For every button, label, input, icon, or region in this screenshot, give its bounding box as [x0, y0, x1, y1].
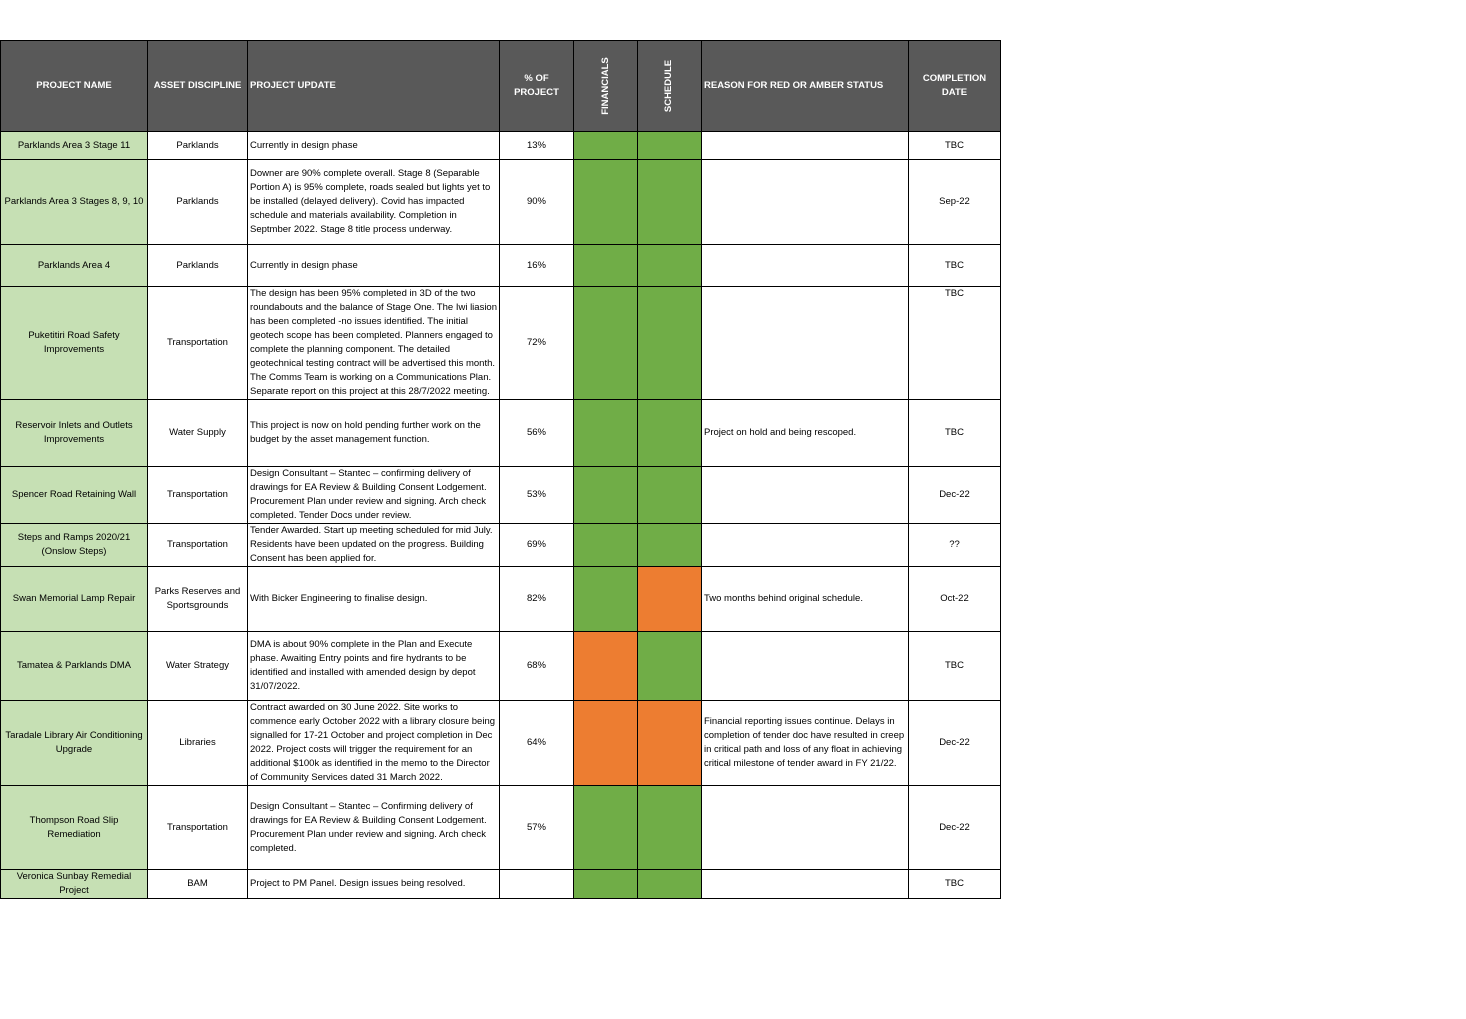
table-row: [1, 567, 1001, 632]
project-update-cell: Downer are 90% complete overall. Stage 8 (Separable Portion A) is 95% complete, roads sealed but lights yet to be installed (delayed delivery). Covid has impacted schedule and materials availability. Completion in Septmber 2022. Stage 8 title process underway.: [248, 160, 500, 245]
project-name-cell: Puketitiri Road Safety Improvements: [1, 287, 148, 400]
table-body: [1, 132, 1001, 899]
project-name-cell: Reservoir Inlets and Outlets Improvements: [1, 400, 148, 467]
percent-complete-cell: 82%: [500, 567, 574, 632]
project-name-cell: Parklands Area 4: [1, 245, 148, 287]
col-header-schedule-label: SCHEDULE: [663, 59, 675, 113]
project-name-cell: Steps and Ramps 2020/21 (Onslow Steps): [1, 524, 148, 567]
table-row: [1, 467, 1001, 524]
asset-discipline-cell: Transportation: [148, 287, 248, 400]
reason-cell: [702, 786, 909, 870]
asset-discipline-cell: Water Supply: [148, 400, 248, 467]
schedule-status-cell: [638, 287, 702, 400]
financials-status-cell: [574, 701, 638, 786]
completion-date-cell: TBC: [909, 132, 1001, 160]
table-row: [1, 287, 1001, 400]
table-row: [1, 786, 1001, 870]
percent-complete-cell: 68%: [500, 632, 574, 701]
table-row: [1, 524, 1001, 567]
asset-discipline-cell: Transportation: [148, 786, 248, 870]
completion-date-cell: Oct-22: [909, 567, 1001, 632]
percent-complete-cell: 69%: [500, 524, 574, 567]
reason-cell: Financial reporting issues continue. Delays in completion of tender doc have resulted in creep in critical path and loss of any float in achieving critical milestone of tender award in FY 21/22.: [702, 701, 909, 786]
table-row: [1, 132, 1001, 160]
financials-status-cell: [574, 287, 638, 400]
project-name-cell: Swan Memorial Lamp Repair: [1, 567, 148, 632]
table-row: [1, 400, 1001, 467]
completion-date-cell: Dec-22: [909, 467, 1001, 524]
reason-cell: [702, 245, 909, 287]
completion-date-cell: Dec-22: [909, 701, 1001, 786]
col-header-project-name: PROJECT NAME: [1, 41, 148, 132]
table-row: [1, 632, 1001, 701]
project-status-table: [0, 40, 1001, 899]
schedule-status-cell: [638, 160, 702, 245]
completion-date-cell: TBC: [909, 245, 1001, 287]
project-update-cell: Design Consultant – Stantec – Confirming delivery of drawings for EA Review & Building Consent Lodgement. Procurement Plan under review and signing. Arch check completed.: [248, 786, 500, 870]
table-row: [1, 870, 1001, 899]
project-update-cell: DMA is about 90% complete in the Plan and Execute phase. Awaiting Entry points and fire hydrants to be identified and installed with amended design by depot 31/07/2022.: [248, 632, 500, 701]
asset-discipline-cell: Transportation: [148, 467, 248, 524]
project-update-cell: Project to PM Panel. Design issues being resolved.: [248, 870, 500, 899]
project-name-cell: Tamatea & Parklands DMA: [1, 632, 148, 701]
project-name-cell: Spencer Road Retaining Wall: [1, 467, 148, 524]
schedule-status-cell: [638, 524, 702, 567]
completion-date-cell: TBC: [909, 287, 1001, 400]
project-update-cell: Currently in design phase: [248, 245, 500, 287]
reason-cell: [702, 524, 909, 567]
financials-status-cell: [574, 132, 638, 160]
project-status-sheet: [0, 40, 1000, 899]
financials-status-cell: [574, 524, 638, 567]
project-name-cell: Thompson Road Slip Remediation: [1, 786, 148, 870]
project-update-cell: With Bicker Engineering to finalise design.: [248, 567, 500, 632]
percent-complete-cell: 72%: [500, 287, 574, 400]
project-update-cell: Contract awarded on 30 June 2022. Site works to commence early October 2022 with a library closure being signalled for 17-21 October and project completion in Dec 2022. Project costs will trigger the requirement for an additional $100k as identified in the memo to the Director of Community Services dated 31 March 2022.: [248, 701, 500, 786]
schedule-status-cell: [638, 870, 702, 899]
header-row: [1, 41, 1001, 132]
completion-date-cell: TBC: [909, 632, 1001, 701]
schedule-status-cell: [638, 132, 702, 160]
reason-cell: Two months behind original schedule.: [702, 567, 909, 632]
schedule-status-cell: [638, 245, 702, 287]
schedule-status-cell: [638, 632, 702, 701]
reason-cell: [702, 632, 909, 701]
completion-date-cell: TBC: [909, 400, 1001, 467]
col-header-completion-date: COMPLETION DATE: [909, 41, 1001, 132]
percent-complete-cell: 16%: [500, 245, 574, 287]
asset-discipline-cell: Water Strategy: [148, 632, 248, 701]
percent-complete-cell: 57%: [500, 786, 574, 870]
schedule-status-cell: [638, 701, 702, 786]
schedule-status-cell: [638, 400, 702, 467]
reason-cell: [702, 287, 909, 400]
table-row: [1, 701, 1001, 786]
col-header-asset-discipline: ASSET DISCIPLINE: [148, 41, 248, 132]
col-header-financials: [574, 41, 638, 132]
col-header-percent: % OF PROJECT: [500, 41, 574, 132]
project-name-cell: Parklands Area 3 Stage 11: [1, 132, 148, 160]
percent-complete-cell: 64%: [500, 701, 574, 786]
financials-status-cell: [574, 467, 638, 524]
asset-discipline-cell: Parklands: [148, 245, 248, 287]
schedule-status-cell: [638, 786, 702, 870]
percent-complete-cell: [500, 870, 574, 899]
reason-cell: [702, 132, 909, 160]
completion-date-cell: ??: [909, 524, 1001, 567]
table-row: [1, 160, 1001, 245]
asset-discipline-cell: Libraries: [148, 701, 248, 786]
financials-status-cell: [574, 245, 638, 287]
financials-status-cell: [574, 870, 638, 899]
reason-cell: [702, 160, 909, 245]
col-header-project-update: PROJECT UPDATE: [248, 41, 500, 132]
percent-complete-cell: 90%: [500, 160, 574, 245]
project-update-cell: Design Consultant – Stantec – confirming delivery of drawings for EA Review & Building Consent Lodgement. Procurement Plan under review and signing. Arch check completed. Tender Docs under review.: [248, 467, 500, 524]
project-update-cell: Currently in design phase: [248, 132, 500, 160]
financials-status-cell: [574, 567, 638, 632]
col-header-schedule: [638, 41, 702, 132]
reason-cell: Project on hold and being rescoped.: [702, 400, 909, 467]
project-update-cell: Tender Awarded. Start up meeting scheduled for mid July. Residents have been updated on the progress. Building Consent has been applied for.: [248, 524, 500, 567]
project-name-cell: Parklands Area 3 Stages 8, 9, 10: [1, 160, 148, 245]
percent-complete-cell: 53%: [500, 467, 574, 524]
asset-discipline-cell: Parklands: [148, 160, 248, 245]
table-row: [1, 245, 1001, 287]
col-header-financials-label: FINANCIALS: [599, 57, 611, 115]
financials-status-cell: [574, 400, 638, 467]
asset-discipline-cell: BAM: [148, 870, 248, 899]
completion-date-cell: Sep-22: [909, 160, 1001, 245]
schedule-status-cell: [638, 567, 702, 632]
asset-discipline-cell: Parklands: [148, 132, 248, 160]
completion-date-cell: TBC: [909, 870, 1001, 899]
percent-complete-cell: 56%: [500, 400, 574, 467]
financials-status-cell: [574, 160, 638, 245]
project-update-cell: This project is now on hold pending further work on the budget by the asset management function.: [248, 400, 500, 467]
financials-status-cell: [574, 632, 638, 701]
col-header-reason: REASON FOR RED OR AMBER STATUS: [702, 41, 909, 132]
project-name-cell: Veronica Sunbay Remedial Project: [1, 870, 148, 899]
reason-cell: [702, 870, 909, 899]
project-update-cell: The design has been 95% completed in 3D of the two roundabouts and the balance of Stage One. The Iwi liasion has been completed -no issues identified. The initial geotech scope has been completed. Planners engaged to complete the planning component. The detailed geotechnical testing contract will be advertised this month. The Comms Team is working on a Communications Plan. Separate report on this project at this 28/7/2022 meeting.: [248, 287, 500, 400]
asset-discipline-cell: Transportation: [148, 524, 248, 567]
schedule-status-cell: [638, 467, 702, 524]
percent-complete-cell: 13%: [500, 132, 574, 160]
project-name-cell: Taradale Library Air Conditioning Upgrade: [1, 701, 148, 786]
completion-date-cell: Dec-22: [909, 786, 1001, 870]
reason-cell: [702, 467, 909, 524]
asset-discipline-cell: Parks Reserves and Sportsgrounds: [148, 567, 248, 632]
financials-status-cell: [574, 786, 638, 870]
